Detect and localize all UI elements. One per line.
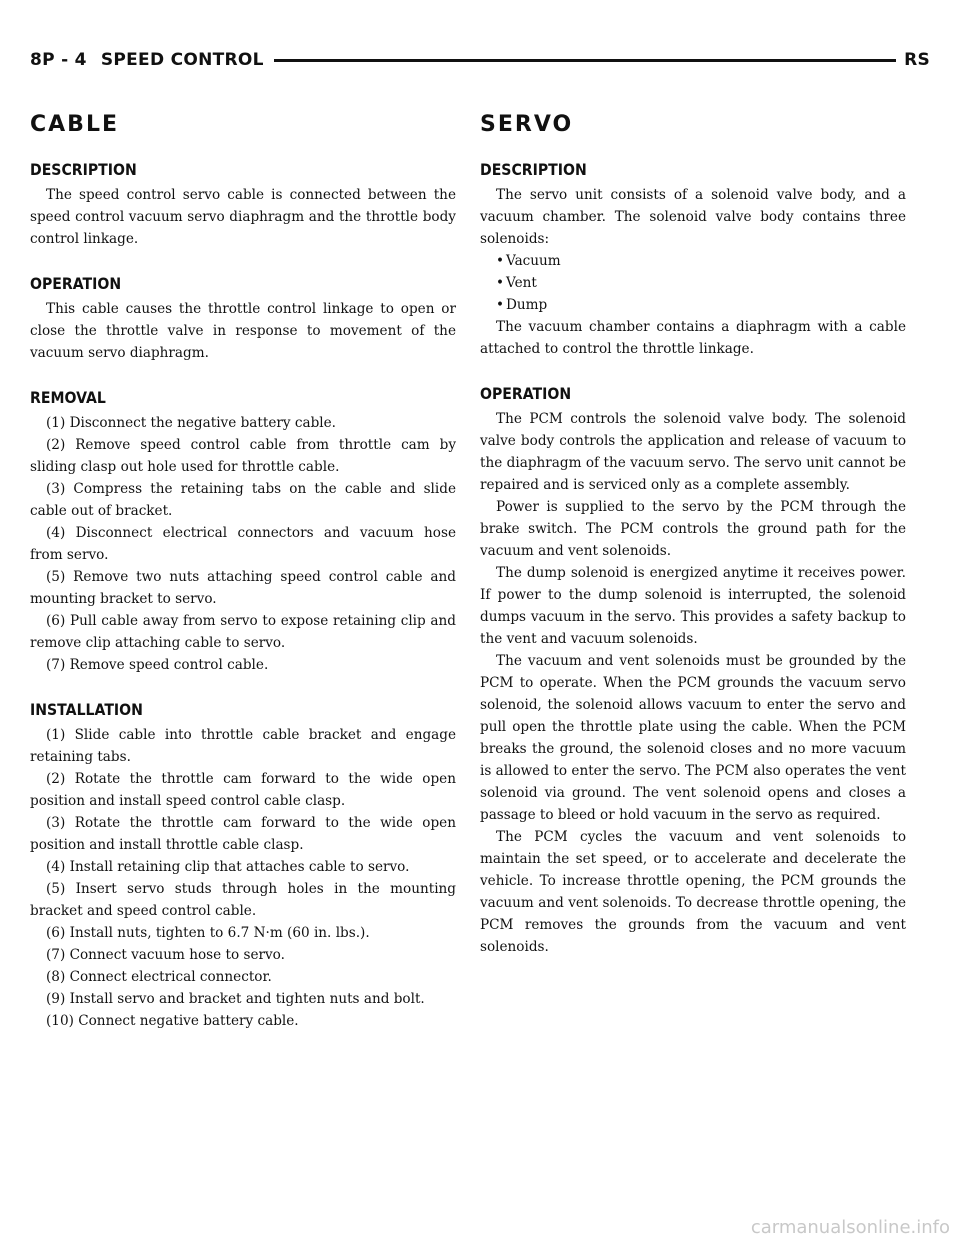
left-column (30, 108, 456, 1032)
servo-operation-paragraph: The dump solenoid is energized anytime it receives power. If power to the dump solenoid is interrupted, the solenoid dumps vacuum in the servo. This provides a safety backup to the vent and vacuum solenoids. (480, 565, 906, 647)
bullet-icon: • (496, 253, 505, 269)
header-left (30, 50, 264, 70)
servo-description-outro: The vacuum chamber contains a diaphragm with a cable attached to control the throttle linkage. (480, 319, 906, 357)
removal-step: (3) Compress the retaining tabs on the cable and slide cable out of bracket. (30, 481, 456, 519)
removal-step: (2) Remove speed control cable from throttle cam by sliding clasp out hole used for throttle cable. (30, 437, 456, 475)
list-item: • Vacuum (496, 250, 906, 272)
servo-description-intro: The servo unit consists of a solenoid valve body, and a vacuum chamber. The solenoid valve body contains three solenoids: (480, 187, 906, 247)
servo-operation-paragraph: The PCM controls the solenoid valve body. The solenoid valve body controls the application and release of vacuum to the diaphragm of the vacuum servo. The servo unit cannot be repaired and is serviced only as a complete assembly. (480, 411, 906, 493)
servo-operation-paragraph: The vacuum and vent solenoids must be grounded by the PCM to operate. When the PCM grounds the vacuum servo solenoid, the solenoid allows vacuum to enter the servo and pull open the throttle plate using the cable. When the PCM breaks the ground, the solenoid closes and no more vacuum is allowed to enter the servo. The PCM also operates the vent solenoid via ground. The vent solenoid opens and closes a passage to bleed or hold vacuum in the servo as required. (480, 653, 906, 823)
installation-step: (2) Rotate the throttle cam forward to the wide open position and install speed control cable clasp. (30, 771, 456, 809)
page-number: 8P - 4 (30, 50, 87, 70)
servo-operation-paragraph: The PCM cycles the vacuum and vent solenoids to maintain the set speed, or to accelerate and decelerate the vehicle. To increase throttle opening, the PCM grounds the vacuum and vent solenoids. To decrease throttle opening, the PCM removes the grounds from the vacuum and vent solenoids. (480, 829, 906, 955)
installation-heading: INSTALLATION (30, 700, 143, 719)
cable-operation-text: This cable causes the throttle control linkage to open or close the throttle valve in response to movement of the vacuum servo diaphragm. (30, 301, 456, 361)
installation-step: (3) Rotate the throttle cam forward to the wide open position and install throttle cable clasp. (30, 815, 456, 853)
installation-step: (1) Slide cable into throttle cable bracket and engage retaining tabs. (30, 727, 456, 765)
removal-step: (4) Disconnect electrical connectors and vacuum hose from servo. (30, 525, 456, 563)
cable-description-text: The speed control servo cable is connected between the speed control vacuum servo diaphragm and the throttle body control linkage. (30, 187, 456, 247)
servo-operation-heading: OPERATION (480, 384, 572, 403)
servo-operation-paragraph: Power is supplied to the servo by the PCM through the brake switch. The PCM controls the ground path for the vacuum and vent solenoids. (480, 499, 906, 559)
removal-step: (1) Disconnect the negative battery cable. (46, 415, 337, 431)
cable-description-heading: DESCRIPTION (30, 160, 137, 179)
bullet-icon: • (496, 297, 505, 313)
installation-step: (9) Install servo and bracket and tighten nuts and bolt. (46, 991, 425, 1007)
watermark: carmanualsonline.info (750, 1217, 950, 1238)
section-title: SPEED CONTROL (100, 50, 264, 70)
model-code: RS (904, 50, 930, 70)
installation-step: (7) Connect vacuum hose to servo. (46, 947, 285, 963)
installation-step: (4) Install retaining clip that attaches cable to servo. (46, 859, 410, 875)
bullet-icon: • (496, 275, 505, 291)
solenoid-list (480, 250, 906, 316)
servo-description-heading: DESCRIPTION (480, 160, 587, 179)
cable-operation-heading: OPERATION (30, 274, 122, 293)
right-column (480, 108, 906, 958)
removal-heading: REMOVAL (30, 388, 106, 407)
list-item: • Dump (496, 294, 906, 316)
removal-step: (6) Pull cable away from servo to expose retaining clip and remove clip attaching cable to servo. (30, 613, 456, 651)
installation-step: (8) Connect electrical connector. (46, 969, 272, 985)
page-header (30, 46, 930, 74)
installation-step: (10) Connect negative battery cable. (46, 1013, 299, 1029)
removal-step: (7) Remove speed control cable. (46, 657, 269, 673)
cable-title: CABLE (30, 112, 119, 137)
removal-step: (5) Remove two nuts attaching speed control cable and mounting bracket to servo. (30, 569, 456, 607)
servo-title: SERVO (480, 112, 574, 137)
list-item: • Vent (496, 272, 906, 294)
installation-step: (5) Insert servo studs through holes in the mounting bracket and speed control cable. (30, 881, 456, 919)
installation-step: (6) Install nuts, tighten to 6.7 N·m (60 in. lbs.). (46, 925, 370, 941)
header-rule (274, 59, 896, 62)
